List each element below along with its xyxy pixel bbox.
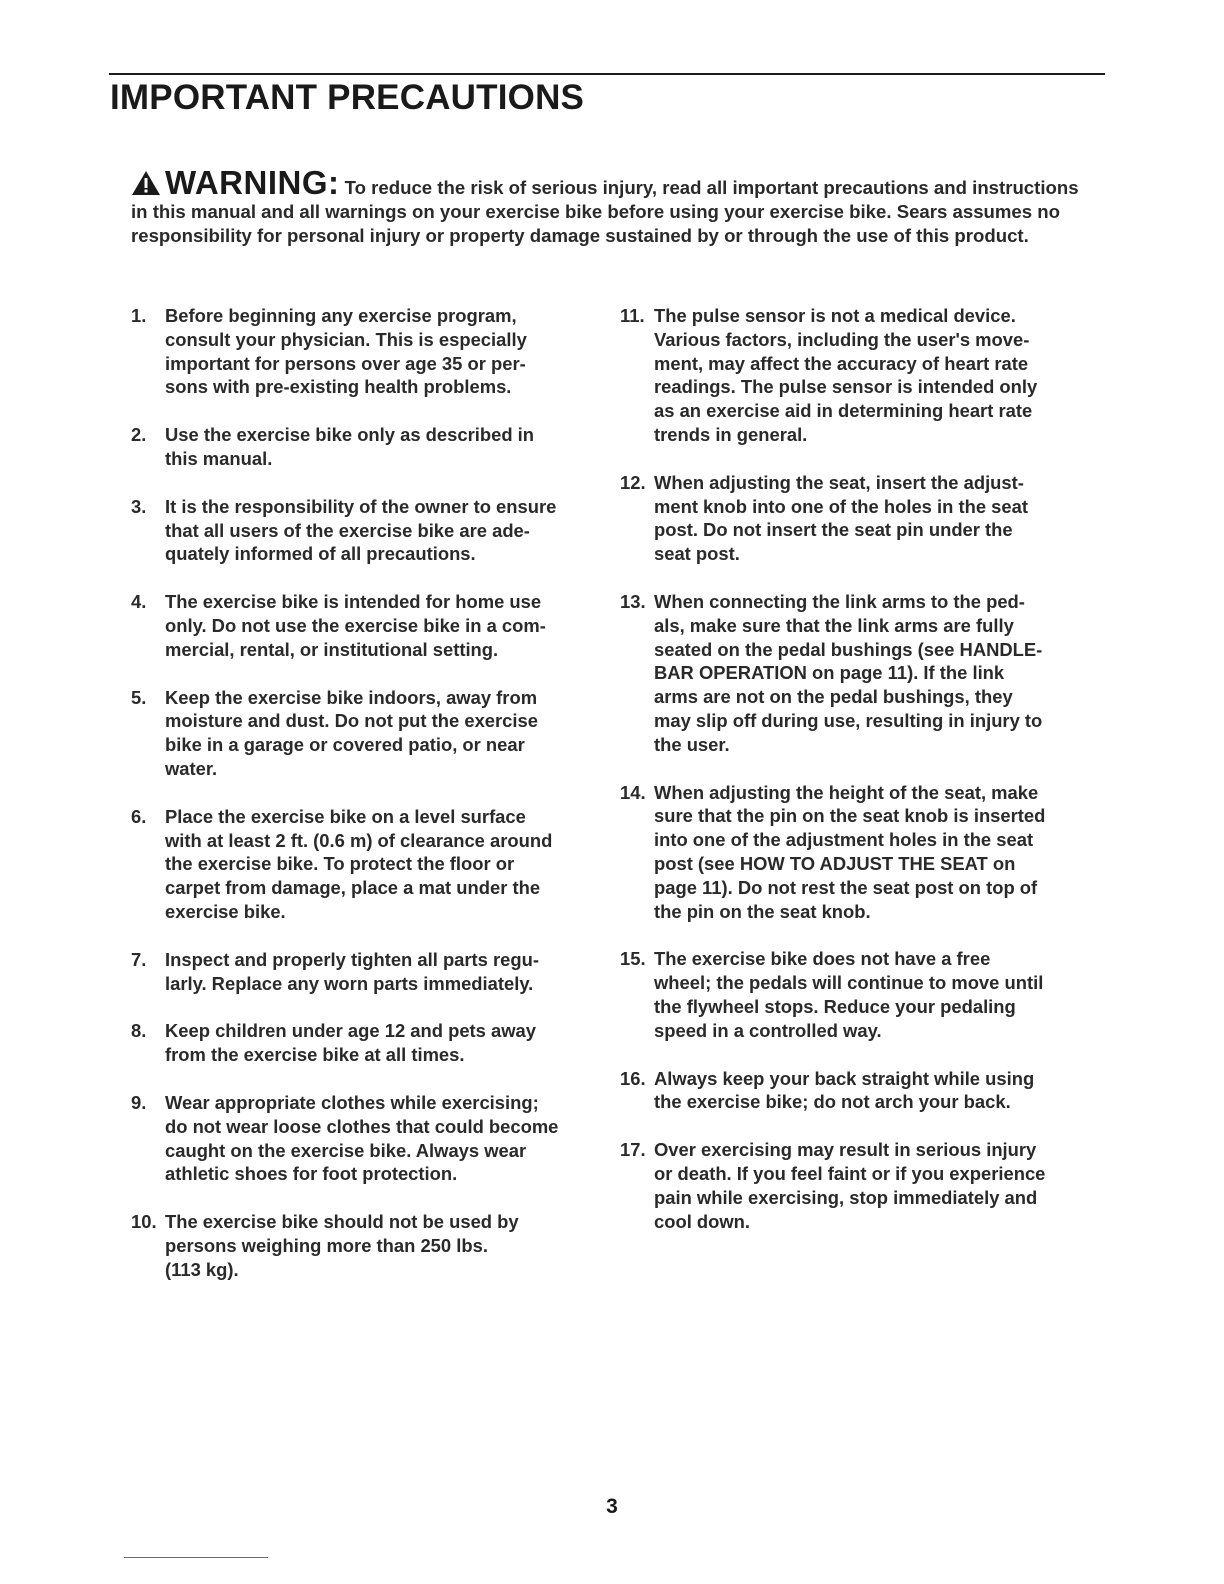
precaution-item: [131, 304, 601, 399]
precaution-item: [131, 423, 601, 471]
item-number: 1.: [131, 305, 147, 326]
precaution-item: [620, 1138, 1090, 1233]
item-number: 14.: [620, 781, 646, 803]
item-text: The exercise bike does not have a free wheel; the pedals will continue to move until the flywheel stops. Reduce your pedaling speed in a controlled way.: [654, 948, 1044, 1041]
item-text: Inspect and properly tighten all parts regu- larly. Replace any worn parts immediately.: [165, 948, 539, 994]
precaution-item: [620, 1067, 1090, 1115]
item-number: 15.: [620, 948, 646, 970]
precaution-item: [131, 948, 601, 996]
item-number: 3.: [131, 495, 147, 517]
precaution-item: [131, 495, 601, 566]
item-number: 10.: [131, 1211, 157, 1233]
precaution-item: [620, 471, 1090, 566]
warning-triangle-icon: [131, 170, 161, 196]
footer-rule: [124, 1557, 268, 1558]
precaution-item: [620, 590, 1090, 757]
item-number: 8.: [131, 1020, 147, 1042]
page-number: 3: [606, 1495, 618, 1518]
item-number: 11.: [620, 305, 645, 326]
precaution-item: [131, 686, 601, 781]
item-text: Use the exercise bike only as described in this manual.: [165, 424, 535, 469]
item-text: The exercise bike is intended for home use only. Do not use the exercise bike in a com- mercial, rental, or institutional setting.: [165, 591, 546, 660]
item-text: Place the exercise bike on a level surface with at least 2 ft. (0.6 m) of clearance around the exercise bike. To protect the floor or carpet from damage, place a mat under the exercise bike.: [165, 805, 553, 922]
item-text: Always keep your back straight while using the exercise bike; do not arch your back.: [654, 1067, 1035, 1113]
precaution-item: [131, 1210, 601, 1281]
item-number: 2.: [131, 424, 147, 446]
precautions-right-column: [620, 304, 1090, 1233]
item-text: Before beginning any exercise program, consult your physician. This is especially important for persons over age 35 or per- sons with pre-existing health problems.: [165, 305, 527, 398]
precaution-item: [620, 947, 1090, 1042]
header-rule: [109, 73, 1105, 75]
warning-label: WARNING:: [165, 164, 340, 201]
precaution-item: [131, 590, 601, 661]
item-text: Keep children under age 12 and pets away from the exercise bike at all times.: [165, 1020, 537, 1066]
item-text: The pulse sensor is not a medical device. Various factors, including the user's move- ment, may affect the accuracy of heart rate readings. The pulse sensor is intended only as an exercise aid in determining heart rate trends in general.: [654, 305, 1038, 445]
item-number: 17.: [620, 1139, 646, 1161]
item-text: The exercise bike should not be used by persons weighing more than 250 lbs. (113 kg).: [165, 1211, 519, 1280]
item-number: 5.: [131, 686, 147, 708]
warning-text: To reduce the risk of serious injury, read all important precautions and instructions in this manual and all warnings on your exercise bike before using your exercise bike. Sears assumes no responsibility for personal injury or property damage sustained by or through the use of this product.: [131, 177, 1079, 246]
item-text: Wear appropriate clothes while exercising; do not wear loose clothes that could become caught on the exercise bike. Always wear athletic shoes for foot protection.: [165, 1091, 559, 1185]
item-text: When adjusting the height of the seat, make sure that the pin on the seat knob is inserted into one of the adjustment holes in the seat post (see HOW TO ADJUST THE SEAT on page 11). Do not rest the seat post on top of the pin on the seat knob.: [654, 781, 1046, 922]
item-number: 7.: [131, 948, 147, 970]
precaution-item: [131, 1091, 601, 1186]
item-number: 6.: [131, 805, 147, 827]
precaution-item: [620, 304, 1090, 447]
precaution-item: [131, 1019, 601, 1067]
item-text: Keep the exercise bike indoors, away from moisture and dust. Do not put the exercise bike in a garage or covered patio, or near water.: [165, 686, 538, 779]
item-text: Over exercising may result in serious injury or death. If you feel faint or if you experience pain while exercising, stop immediately and cool down.: [654, 1139, 1046, 1232]
precaution-item: [131, 805, 601, 924]
item-number: 9.: [131, 1091, 147, 1113]
item-number: 16.: [620, 1067, 646, 1089]
item-text: It is the responsibility of the owner to ensure that all users of the exercise bike are ade- quately informed of all precautions.: [165, 495, 557, 565]
item-number: 13.: [620, 590, 646, 612]
warning-block: [131, 164, 1091, 248]
item-text: When connecting the link arms to the ped- als, make sure that the link arms are fully seated on the pedal bushings (see HANDLE- BAR OPERATION on page 11). If the link arms are not on the pedal bushings, they may slip off during use, resulting in injury to the user.: [654, 590, 1043, 755]
item-text: When adjusting the seat, insert the adjust- ment knob into one of the holes in the seat post. Do not insert the seat pin under the seat post.: [654, 471, 1028, 565]
precaution-item: [620, 781, 1090, 924]
item-number: 4.: [131, 591, 147, 613]
page-title: IMPORTANT PRECAUTIONS: [110, 78, 585, 117]
precautions-left-column: [131, 304, 601, 1282]
item-number: 12.: [620, 471, 646, 493]
